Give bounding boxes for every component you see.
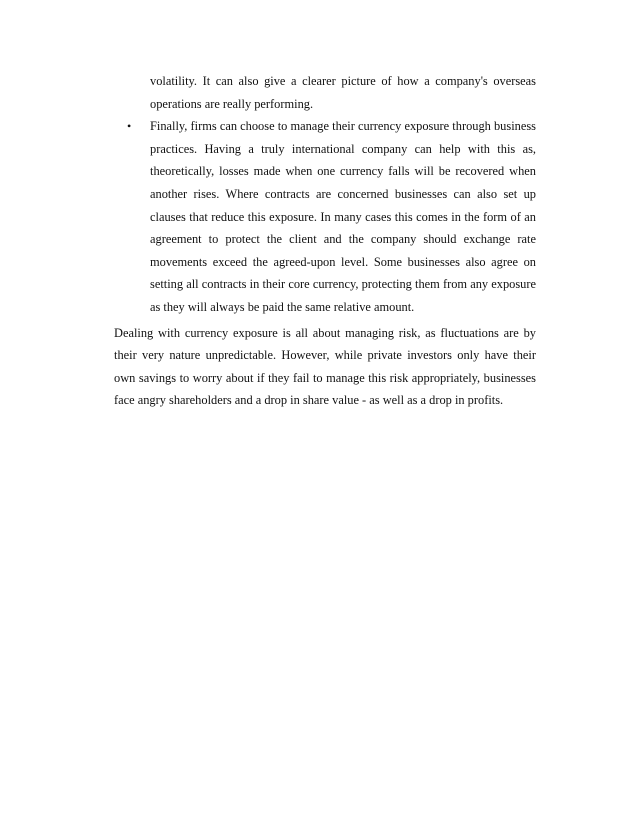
- bullet-text: Finally, firms can choose to manage their currency exposure through business practices. Having a truly international company can help with this as, theoretically, losses made when one currency falls will be recovered when another rises. Where contracts are concerned businesses can also set up clauses that reduce this exposure. In many cases this comes in the form of an agreement to protect the client and the company should exchange rate movements exceed the agreed-upon level. Some businesses also agree on setting all contracts in their core currency, protecting them from any exposure as they will always be paid the same relative amount.: [150, 119, 536, 314]
- bullet-icon: •: [127, 119, 132, 134]
- continuation-paragraph: volatility. It can also give a clearer picture of how a company's overseas operations are really performing.: [150, 74, 536, 111]
- list-item: [114, 115, 536, 318]
- body-text: [114, 70, 536, 412]
- bullet-list: [114, 115, 536, 318]
- closing-paragraph: Dealing with currency exposure is all about managing risk, as fluctuations are by their very nature unpredictable. However, while private investors only have their own savings to worry about if they fail to manage this risk appropriately, businesses face angry shareholders and a drop in share value - as well as a drop in profits.: [114, 325, 536, 408]
